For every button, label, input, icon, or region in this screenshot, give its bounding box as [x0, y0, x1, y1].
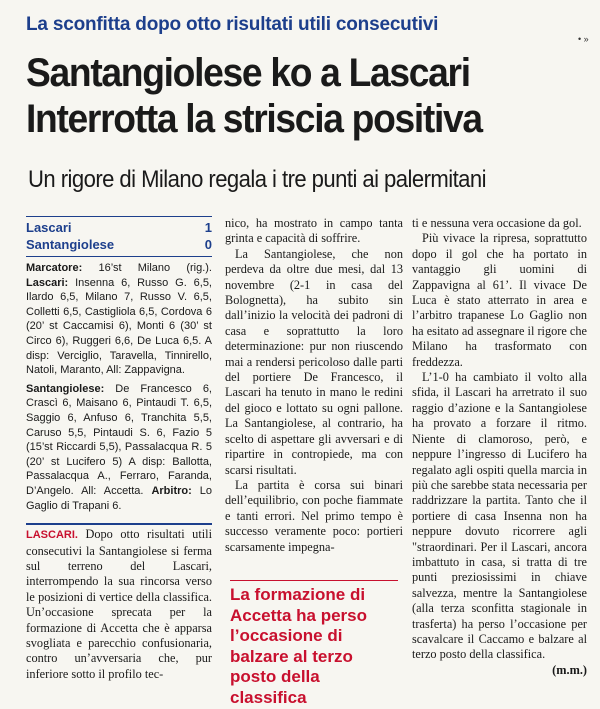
- arbitro-label: Arbitro:: [151, 484, 192, 497]
- marcatore-text: 16’st Milano (rig.).: [82, 262, 212, 274]
- score-row-home: [26, 219, 212, 236]
- match-card: [26, 261, 212, 513]
- score-row-away: [26, 236, 212, 253]
- scoreboard: [26, 216, 212, 257]
- home-team: Lascari: [26, 220, 72, 235]
- column-2: [225, 216, 403, 555]
- marcatore-label: Marcatore:: [26, 262, 83, 274]
- away-score: 0: [204, 237, 212, 252]
- body-paragraph: La Santangiolese, che non perdeva da oltre due mesi, dal 13 novembre (2-1 in casa del Bolognetta), ha subito sin dall’inizio la velocità dei padroni di casa e soprattutto la loro determinazione: pur non riuscendo mai a rendersi pericoloso dalle parti del portiere De Francesco, il Lascari ha tenuto in mano le redini del gioco e lottato su ogni pallone. La Santangiolese, al contrario, ha scelto di aspettare gli avversari e di ripartire in contropiede, ma con scarsi risultati.: [225, 246, 403, 477]
- dateline: LASCARI.: [26, 529, 78, 542]
- headline-line-1: Santangiolese ko a Lascari: [26, 51, 470, 95]
- story-paragraph-1: Dopo otto risultati utili consecutivi la Santangiolese si ferma sul terreno del Lascari, interrompendo la sua rincorsa verso le posizioni di vertice della classifica. Un’occasione sprecata per la formazione di Accetta che è apparsa svogliata e parecchio confusionaria, contro un’avversaria che, pur inferiore sotto il profilo tec-: [26, 527, 212, 681]
- body-paragraph: Più vivace la ripresa, soprattutto dopo il gol che ha portato in vantaggio gli uomini di Zappavigna al 61’. Il vivace De Luca è stato atterrato in area e l’arbitro trapanese Lo Gaglio non ha esitato ad assegnare il rigore che Milano ha trasformato con freddezza.: [412, 231, 587, 369]
- home-score: 1: [204, 220, 212, 235]
- kicker: La sconfitta dopo otto risultati utili consecutivi: [26, 14, 439, 35]
- headline: [26, 50, 547, 142]
- body-paragraph: nico, ha mostrato in campo tanta grinta e capacità di soffrire.: [225, 216, 403, 246]
- headline-line-2: Interrotta la striscia positiva: [26, 97, 482, 141]
- santangiolese-lineup: De Francesco 6, Crascì 6, Maisano 6, Pintaudi T. 6,5, Saggio 6, Anfuso 6, Tranchita 5,5, Caruso 5,5, Pintaudi S. 6, Fazio 5 (15’st Riccardi 5,5), Passalacqua R. 5 (20’ st Lucifero 5) A disp: Ballotta, Passalacqua A., Ferraro, Faranda, D’Angelo. All: Accetta.: [26, 382, 212, 497]
- pull-quote: La formazione di Accetta ha perso l’occasione di balzare al terzo posto della classifica: [230, 580, 398, 709]
- author-signature: (m.m.): [552, 662, 587, 677]
- corner-mark: • »: [578, 34, 589, 44]
- lascari-lineup: Insenna 6, Russo G. 6,5, Ilardo 6,5, Milano 7, Russo V. 6,5, Colletti 6,5, Castigliola 6,5, Cordova 6 (20’ st Caccamisi 6), Monti 6 (30’ st Circo 6), Ruggeri 6,6, De Luca 6,5. A disp: Verciglio, Taravella, Tinnirello, Natoli, Maranto, All: Zappavigna.: [26, 276, 212, 377]
- column-1: [26, 216, 212, 682]
- lineup-lascari: [26, 261, 212, 378]
- body-paragraph: La partita è corsa sui binari dell’equilibrio, con poche fiammate e tanti errori. Nel primo tempo è successo veramente poco: portieri scarsamente impegna-: [225, 477, 403, 554]
- away-team: Santangiolese: [26, 237, 115, 252]
- subtitle: Un rigore di Milano regala i tre punti ai palermitani: [28, 166, 486, 193]
- lascari-label: Lascari:: [26, 276, 69, 289]
- column-3: [412, 216, 587, 678]
- lineup-santangiolese: [26, 382, 212, 513]
- santangiolese-label: Santangiolese:: [26, 382, 105, 395]
- body-paragraph: ti e nessuna vera occasione da gol.: [412, 216, 582, 230]
- story-start: [26, 523, 212, 682]
- arbitro-text: Lo Gaglio di Trapani 6.: [26, 484, 212, 512]
- body-paragraph: L’1-0 ha cambiato il volto alla sfida, il Lascari ha arretrato il suo raggio d’azione e la Santangiolese ha provato a forzare il ritmo. Niente di clamoroso, però, e neppure l’ingresso di Lucifero ha regalato agli ospiti quella marcia in più che sarebbe stata necessaria per raddrizzare la partita. Tanto che il portiere di casa Insenna non ha neppure dovuto ricorrere agli "straordinari. Per il Lascari, ancora imbattuto in casa, si tratta di tre punti preziosissimi in chiave salvezza, mentre la Santangiolese (alla terza sconfitta stagionale in trasferta) ha perso l’occasione per scavalcare il Caccamo e balzare al terzo posto della classifica.: [412, 370, 587, 662]
